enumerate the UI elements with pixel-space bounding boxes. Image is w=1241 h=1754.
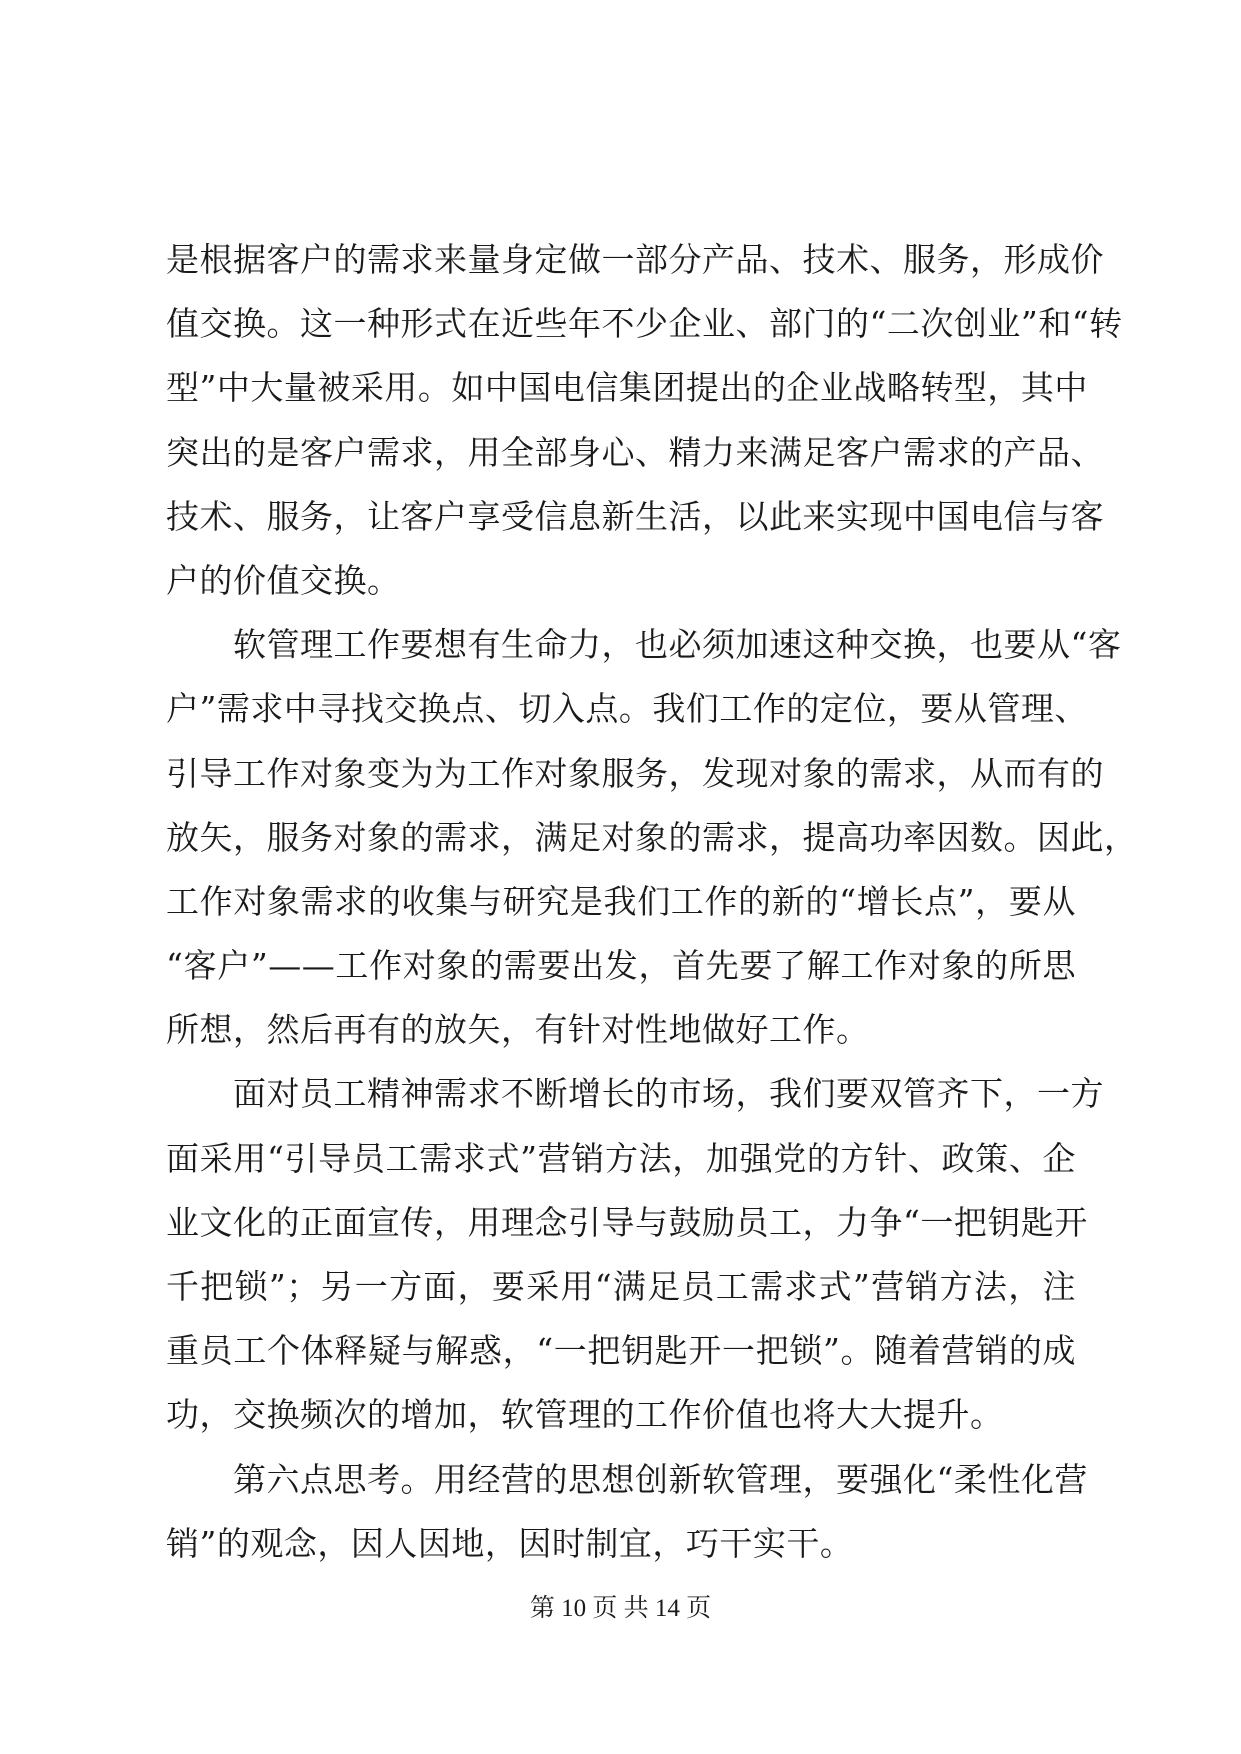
text-line: 业文化的正面宣传，用理念引导与鼓励员工，力争“一把钥匙开 (166, 1202, 1088, 1242)
paragraph (166, 1448, 1088, 1576)
text-line: 技术、服务，让客户享受信息新生活，以此来实现中国电信与客 (166, 496, 1104, 536)
text-line: “客户”——工作对象的需要出发，首先要了解工作对象的所思 (166, 946, 1076, 986)
text-line: 所想，然后再有的放矢，有针对性地做好工作。 (166, 1010, 870, 1050)
paragraph (166, 228, 1123, 613)
text-line: 销”的观念，因人因地，因时制宜，巧干实干。 (166, 1523, 854, 1563)
text-line: 软管理工作要想有生命力，也必须加速这种交换，也要从“客 (233, 625, 1122, 665)
page-footer: 第 10 页 共 14 页 (529, 1595, 712, 1622)
text-line: 是根据客户的需求来量身定做一部分产品、技术、服务，形成价 (166, 240, 1104, 279)
body-text (166, 228, 1138, 1576)
text-line: 工作对象需求的收集与研究是我们工作的新的“增长点”，要从 (166, 881, 1076, 921)
text-line: 值交换。这一种形式在近些年不少企业、部门的“二次创业”和“转 (166, 304, 1123, 344)
text-line: 户”需求中寻找交换点、切入点。我们工作的定位，要从管理、 (166, 689, 1088, 729)
text-line: 放矢，服务对象的需求，满足对象的需求，提高功率因数。因此， (166, 817, 1138, 857)
text-line: 型”中大量被采用。如中国电信集团提出的企业战略转型，其中 (166, 368, 1088, 408)
paragraph (166, 613, 1138, 1062)
text-line: 功，交换频次的增加，软管理的工作价值也将大大提升。 (166, 1395, 1004, 1435)
text-line: 突出的是客户需求，用全部身心、精力来满足客户需求的产品、 (166, 432, 1104, 472)
text-line: 户的价值交换。 (166, 560, 401, 600)
text-line: 引导工作对象变为为工作对象服务，发现对象的需求，从而有的 (166, 753, 1104, 793)
text-line: 第六点思考。用经营的思想创新软管理，要强化“柔性化营 (233, 1459, 1088, 1499)
text-line: 面采用“引导员工需求式”营销方法，加强党的方针、政策、企 (166, 1138, 1076, 1178)
text-line: 面对员工精神需求不断增长的市场，我们要双管齐下，一方 (233, 1074, 1104, 1114)
paragraph (166, 1062, 1104, 1447)
text-line: 千把锁”；另一方面，要采用“满足员工需求式”营销方法，注 (166, 1267, 1076, 1306)
text-line: 重员工个体释疑与解惑，“一把钥匙开一把锁”。随着营销的成 (166, 1331, 1076, 1371)
